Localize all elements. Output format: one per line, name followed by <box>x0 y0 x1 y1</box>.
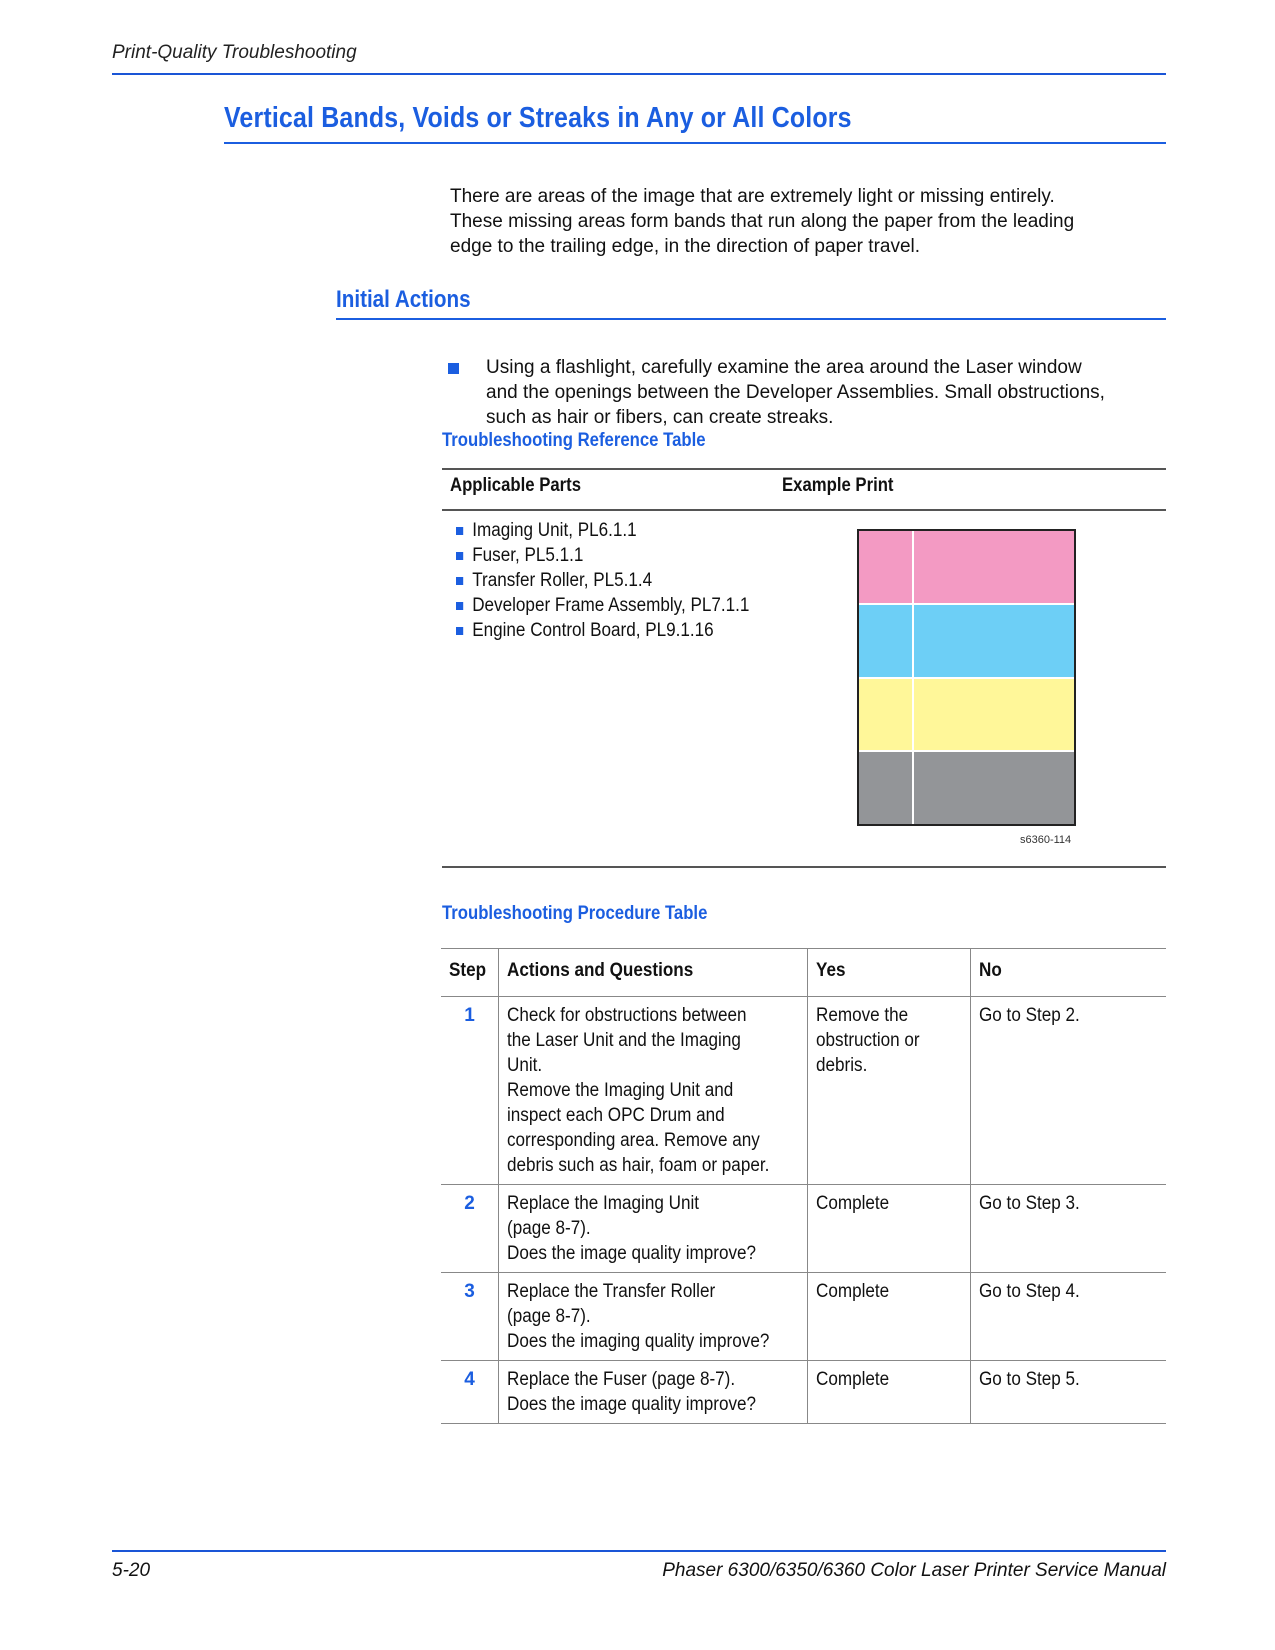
initial-action-text <box>486 355 1166 430</box>
example-print-image <box>857 529 1076 826</box>
square-bullet-icon <box>456 552 463 560</box>
applicable-parts-list <box>456 518 782 643</box>
part-item: Imaging Unit, PL6.1.1 <box>456 518 749 543</box>
table-row <box>441 1185 1166 1273</box>
header-step: Step <box>449 960 487 981</box>
yes-cell: Complete <box>807 1185 970 1273</box>
actions-cell: Replace the Imaging Unit (page 8-7). Does the image quality improve? <box>499 1185 808 1273</box>
intro-line: There are areas of the image that are extremely light or missing entirely. <box>450 186 1055 207</box>
table-row <box>441 1273 1166 1361</box>
square-bullet-icon <box>456 577 463 585</box>
square-bullet-icon <box>456 602 463 610</box>
square-bullet-icon <box>456 527 463 535</box>
square-bullet-icon <box>448 363 459 374</box>
initial-actions-underline <box>336 318 1166 320</box>
procedure-table <box>441 948 1166 1424</box>
section-title-underline <box>224 142 1166 144</box>
step-number: 1 <box>464 1005 475 1026</box>
header-actions: Actions and Questions <box>499 949 808 997</box>
header-yes: Yes <box>807 949 970 997</box>
step-number: 4 <box>464 1369 475 1390</box>
reference-table-bottom-rule <box>442 866 1166 868</box>
bullet-line: such as hair or fibers, can create streaks. <box>486 407 834 428</box>
step-number: 3 <box>464 1281 475 1302</box>
no-cell: Go to Step 3. <box>970 1185 1166 1273</box>
reference-table-top-rule <box>442 468 1166 470</box>
no-cell: Go to Step 5. <box>970 1361 1166 1424</box>
table-row <box>441 997 1166 1185</box>
part-item: Fuser, PL5.1.1 <box>456 543 749 568</box>
band-separator <box>859 750 1074 752</box>
figure-id: s6360-114 <box>1020 834 1072 846</box>
col-applicable-parts: Applicable Parts <box>450 475 582 496</box>
part-item: Transfer Roller, PL5.1.4 <box>456 568 749 593</box>
black-band <box>859 751 1074 824</box>
yes-cell: Complete <box>807 1273 970 1361</box>
magenta-band <box>859 531 1074 604</box>
yes-cell: Complete <box>807 1361 970 1424</box>
procedure-table-caption: Troubleshooting Procedure Table <box>442 903 708 924</box>
actions-cell: Replace the Fuser (page 8-7). Does the image quality improve? <box>499 1361 808 1424</box>
band-separator <box>859 603 1074 605</box>
part-item: Engine Control Board, PL9.1.16 <box>456 618 749 643</box>
yellow-band <box>859 678 1074 751</box>
intro-line: These missing areas form bands that run along the paper from the leading <box>450 211 1075 232</box>
actions-cell: Check for obstructions between the Laser Unit and the Imaging Unit. Remove the Imaging Unit and inspect each OPC Drum and corresponding area. Remove any debris such as hair, foam or paper. <box>499 997 808 1185</box>
reference-table-header-rule <box>442 509 1166 511</box>
header-divider <box>112 73 1166 75</box>
manual-title: Phaser 6300/6350/6360 Color Laser Printer Service Manual <box>662 1560 1166 1581</box>
intro-paragraph <box>450 184 1150 259</box>
header-no: No <box>970 949 1166 997</box>
page-number: 5-20 <box>112 1560 151 1581</box>
col-example-print: Example Print <box>782 475 894 496</box>
no-cell: Go to Step 4. <box>970 1273 1166 1361</box>
bullet-line: and the openings between the Developer Assemblies. Small obstructions, <box>486 382 1105 403</box>
vertical-void-streak <box>912 531 914 824</box>
yes-cell: Remove the obstruction or debris. <box>807 997 970 1185</box>
band-separator <box>859 677 1074 679</box>
cyan-band <box>859 604 1074 677</box>
footer-divider <box>112 1550 1166 1552</box>
bullet-line: Using a flashlight, carefully examine the area around the Laser window <box>486 357 1082 378</box>
table-header-row <box>441 949 1166 997</box>
section-title: Vertical Bands, Voids or Streaks in Any or All Colors <box>224 102 852 134</box>
square-bullet-icon <box>456 627 463 635</box>
initial-actions-heading: Initial Actions <box>336 286 471 313</box>
running-header: Print-Quality Troubleshooting <box>112 42 357 63</box>
step-number: 2 <box>464 1193 475 1214</box>
intro-line: edge to the trailing edge, in the direction of paper travel. <box>450 236 921 257</box>
part-item: Developer Frame Assembly, PL7.1.1 <box>456 593 749 618</box>
reference-table-caption: Troubleshooting Reference Table <box>442 430 706 451</box>
actions-cell: Replace the Transfer Roller (page 8-7). Does the imaging quality improve? <box>499 1273 808 1361</box>
no-cell: Go to Step 2. <box>970 997 1166 1185</box>
table-row <box>441 1361 1166 1424</box>
